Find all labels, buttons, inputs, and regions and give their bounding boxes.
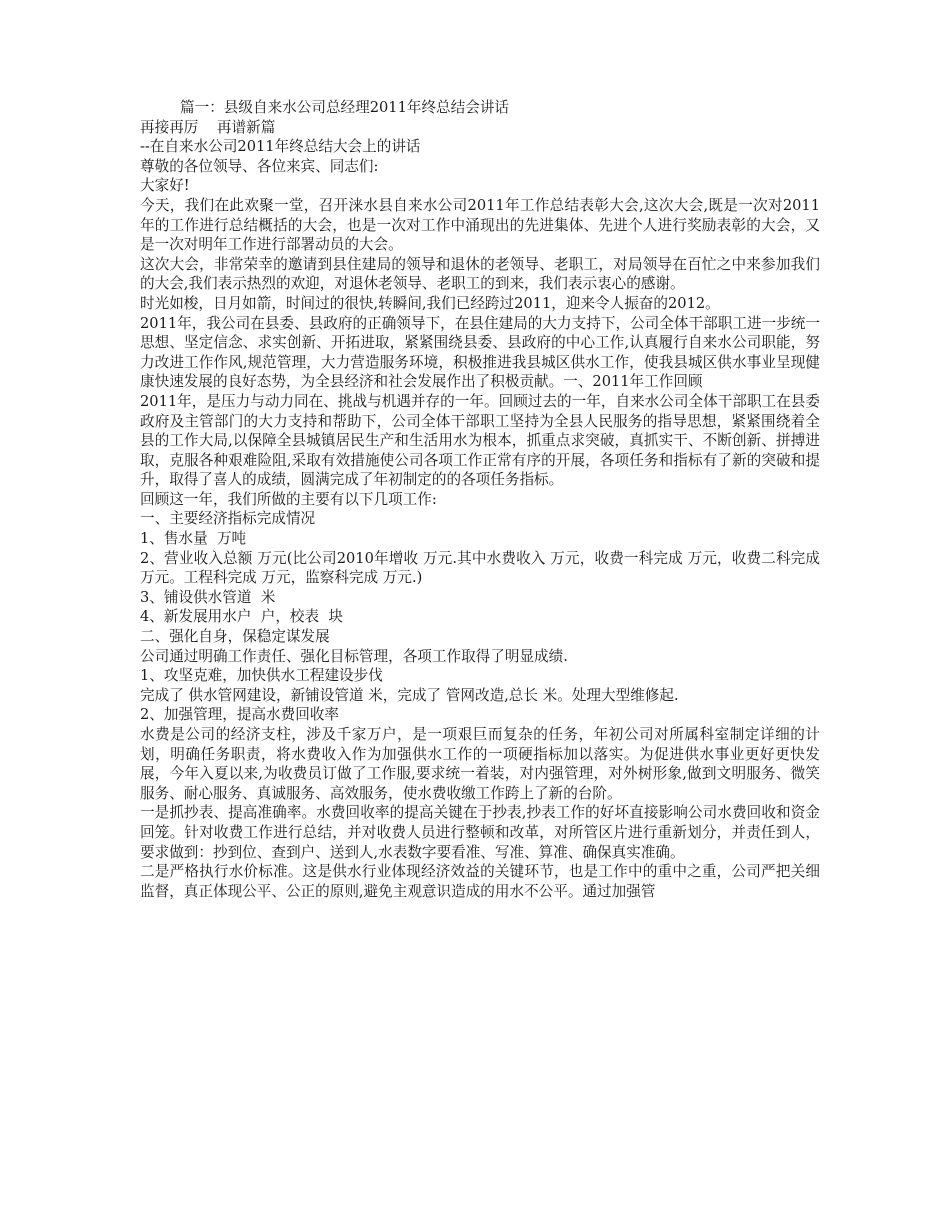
- paragraph-meter-reading: 一是抓抄表、提高准确率。水费回收率的提高关键在于抄表,抄表工作的好坏直接影响公司水费回收和资金回笼。针对收费工作进行总结，并对收费人员进行整顿和改革，对所管区片进行重新划分，并责任到人，要求做到：抄到位、查到户、送到人,水表数字要看准、写准、算准、确保真实准确。: [140, 804, 820, 861]
- heading-management: 2、加强管理，提高水费回收率: [140, 706, 340, 724]
- heading-construction: 1、攻坚克难，加快供水工程建设步伐: [140, 667, 383, 685]
- item-pipes: 3、铺设供水管道 米: [140, 588, 276, 606]
- document-subtitle-2: --在自来水公司2011年终总结大会上的讲话: [140, 138, 421, 156]
- document-subtitle: 再接再厉 再谱新篇: [140, 118, 276, 136]
- salutation: 尊敬的各位领导、各位来宾、同志们:: [140, 157, 379, 175]
- heading-strengthen: 二、强化自身，保稳定谋发展: [140, 628, 330, 646]
- paragraph-2011-review: 2011年，是压力与动力同在、挑战与机遇并存的一年。回顾过去的一年，自来水公司全体干部职工在县委政府及主管部门的大力支持和帮助下，公司全体干部职工坚持为全县人民服务的指导思想，紧紧围绕着全县的工作大局,以保障全县城镇居民生产和生活用水为根本，抓重点求突破，真抓实干、不断创新、拼搏进取，克服各种艰难险阻,采取有效措施使公司各项工作正常有序的开展，各项任务和指标有了新的突破和提升，取得了喜人的成绩，圆满完成了年初制定的的各项任务指标。: [140, 392, 820, 489]
- paragraph-time: 时光如梭，日月如箭，时间过的很快,转瞬间,我们已经跨过2011，迎来令人振奋的2012。: [140, 294, 720, 312]
- paragraph-water-price: 二是严格执行水价标准。这是供水行业体现经济效益的关键环节，也是工作中的重中之重，公司严把关细监督，真正体现公平、公正的原则,避免主观意识造成的用水不公平。通过加强管: [140, 863, 820, 900]
- paragraph-opening: 今天，我们在此欢聚一堂，召开涞水县自来水公司2011年工作总结表彰大会,这次大会,既是一次对2011年的工作进行总结概括的大会，也是一次对工作中涌现出的先进集体、先进个人进行奖励表彰的大会，又是一次对明年工作进行部署动员的大会。: [140, 196, 820, 254]
- item-revenue: 2、营业收入总额 万元(比公司2010年增收 万元.其中水费收入 万元，收费一科完成 万元，收费二科完成 万元。工程科完成 万元，监察科完成 万元.): [140, 549, 820, 587]
- item-new-users: 4、新发展用水户 户，校表 块: [140, 608, 343, 626]
- paragraph-responsibility: 公司通过明确工作责任、强化目标管理，各项工作取得了明显成绩.: [140, 647, 568, 665]
- document-page: [140, 98, 820, 901]
- paragraph-2011-summary: 2011年，我公司在县委、县政府的正确领导下，在县住建局的大力支持下，公司全体干部职工进一步统一思想、坚定信念、求实创新、开拓进取，紧紧围绕县委、县政府的中心工作,认真履行自来水公司职能，努力改进工作作风,规范管理，大力营造服务环境，积极推进我县城区供水工作，使我县城区供水事业呈现健康快速发展的良好态势，为全县经济和社会发展作出了积极贡献。一、2011年工作回顾: [140, 314, 820, 391]
- document-title: 篇一：县级自来水公司总经理2011年终总结会讲话: [180, 99, 510, 116]
- paragraph-intro-list: 回顾这一年，我们所做的主要有以下几项工作:: [140, 490, 437, 508]
- item-water-sales: 1、售水量 万吨: [140, 530, 247, 548]
- paragraph-construction: 完成了 供水管网建设，新铺设管道 米，完成了 管网改造,总长 米。处理大型维修起.: [140, 686, 679, 704]
- paragraph-water-fee: 水费是公司的经济支柱，涉及千家万户，是一项艰巨而复杂的任务，年初公司对所属科室制定详细的计划，明确任务职责，将水费收入作为加强供水工作的一项硬指标加以落实。为促进供水事业更好更快发展，今年入夏以来,为收费员订做了工作服,要求统一着装，对内强管理，对外树形象,做到文明服务、微笑服务、耐心服务、真诚服务、高效服务，使水费收缴工作跨上了新的台阶。: [140, 726, 820, 802]
- greeting: 大家好!: [140, 177, 190, 195]
- paragraph-welcome: 这次大会，非常荣幸的邀请到县住建局的领导和退休的老领导、老职工，对局领导在百忙之中来参加我们的大会,我们表示热烈的欢迎，对退休老领导、老职工的到来，我们表示衷心的感谢。: [140, 255, 820, 293]
- heading-economic-indicators: 一、主要经济指标完成情况: [140, 510, 316, 528]
